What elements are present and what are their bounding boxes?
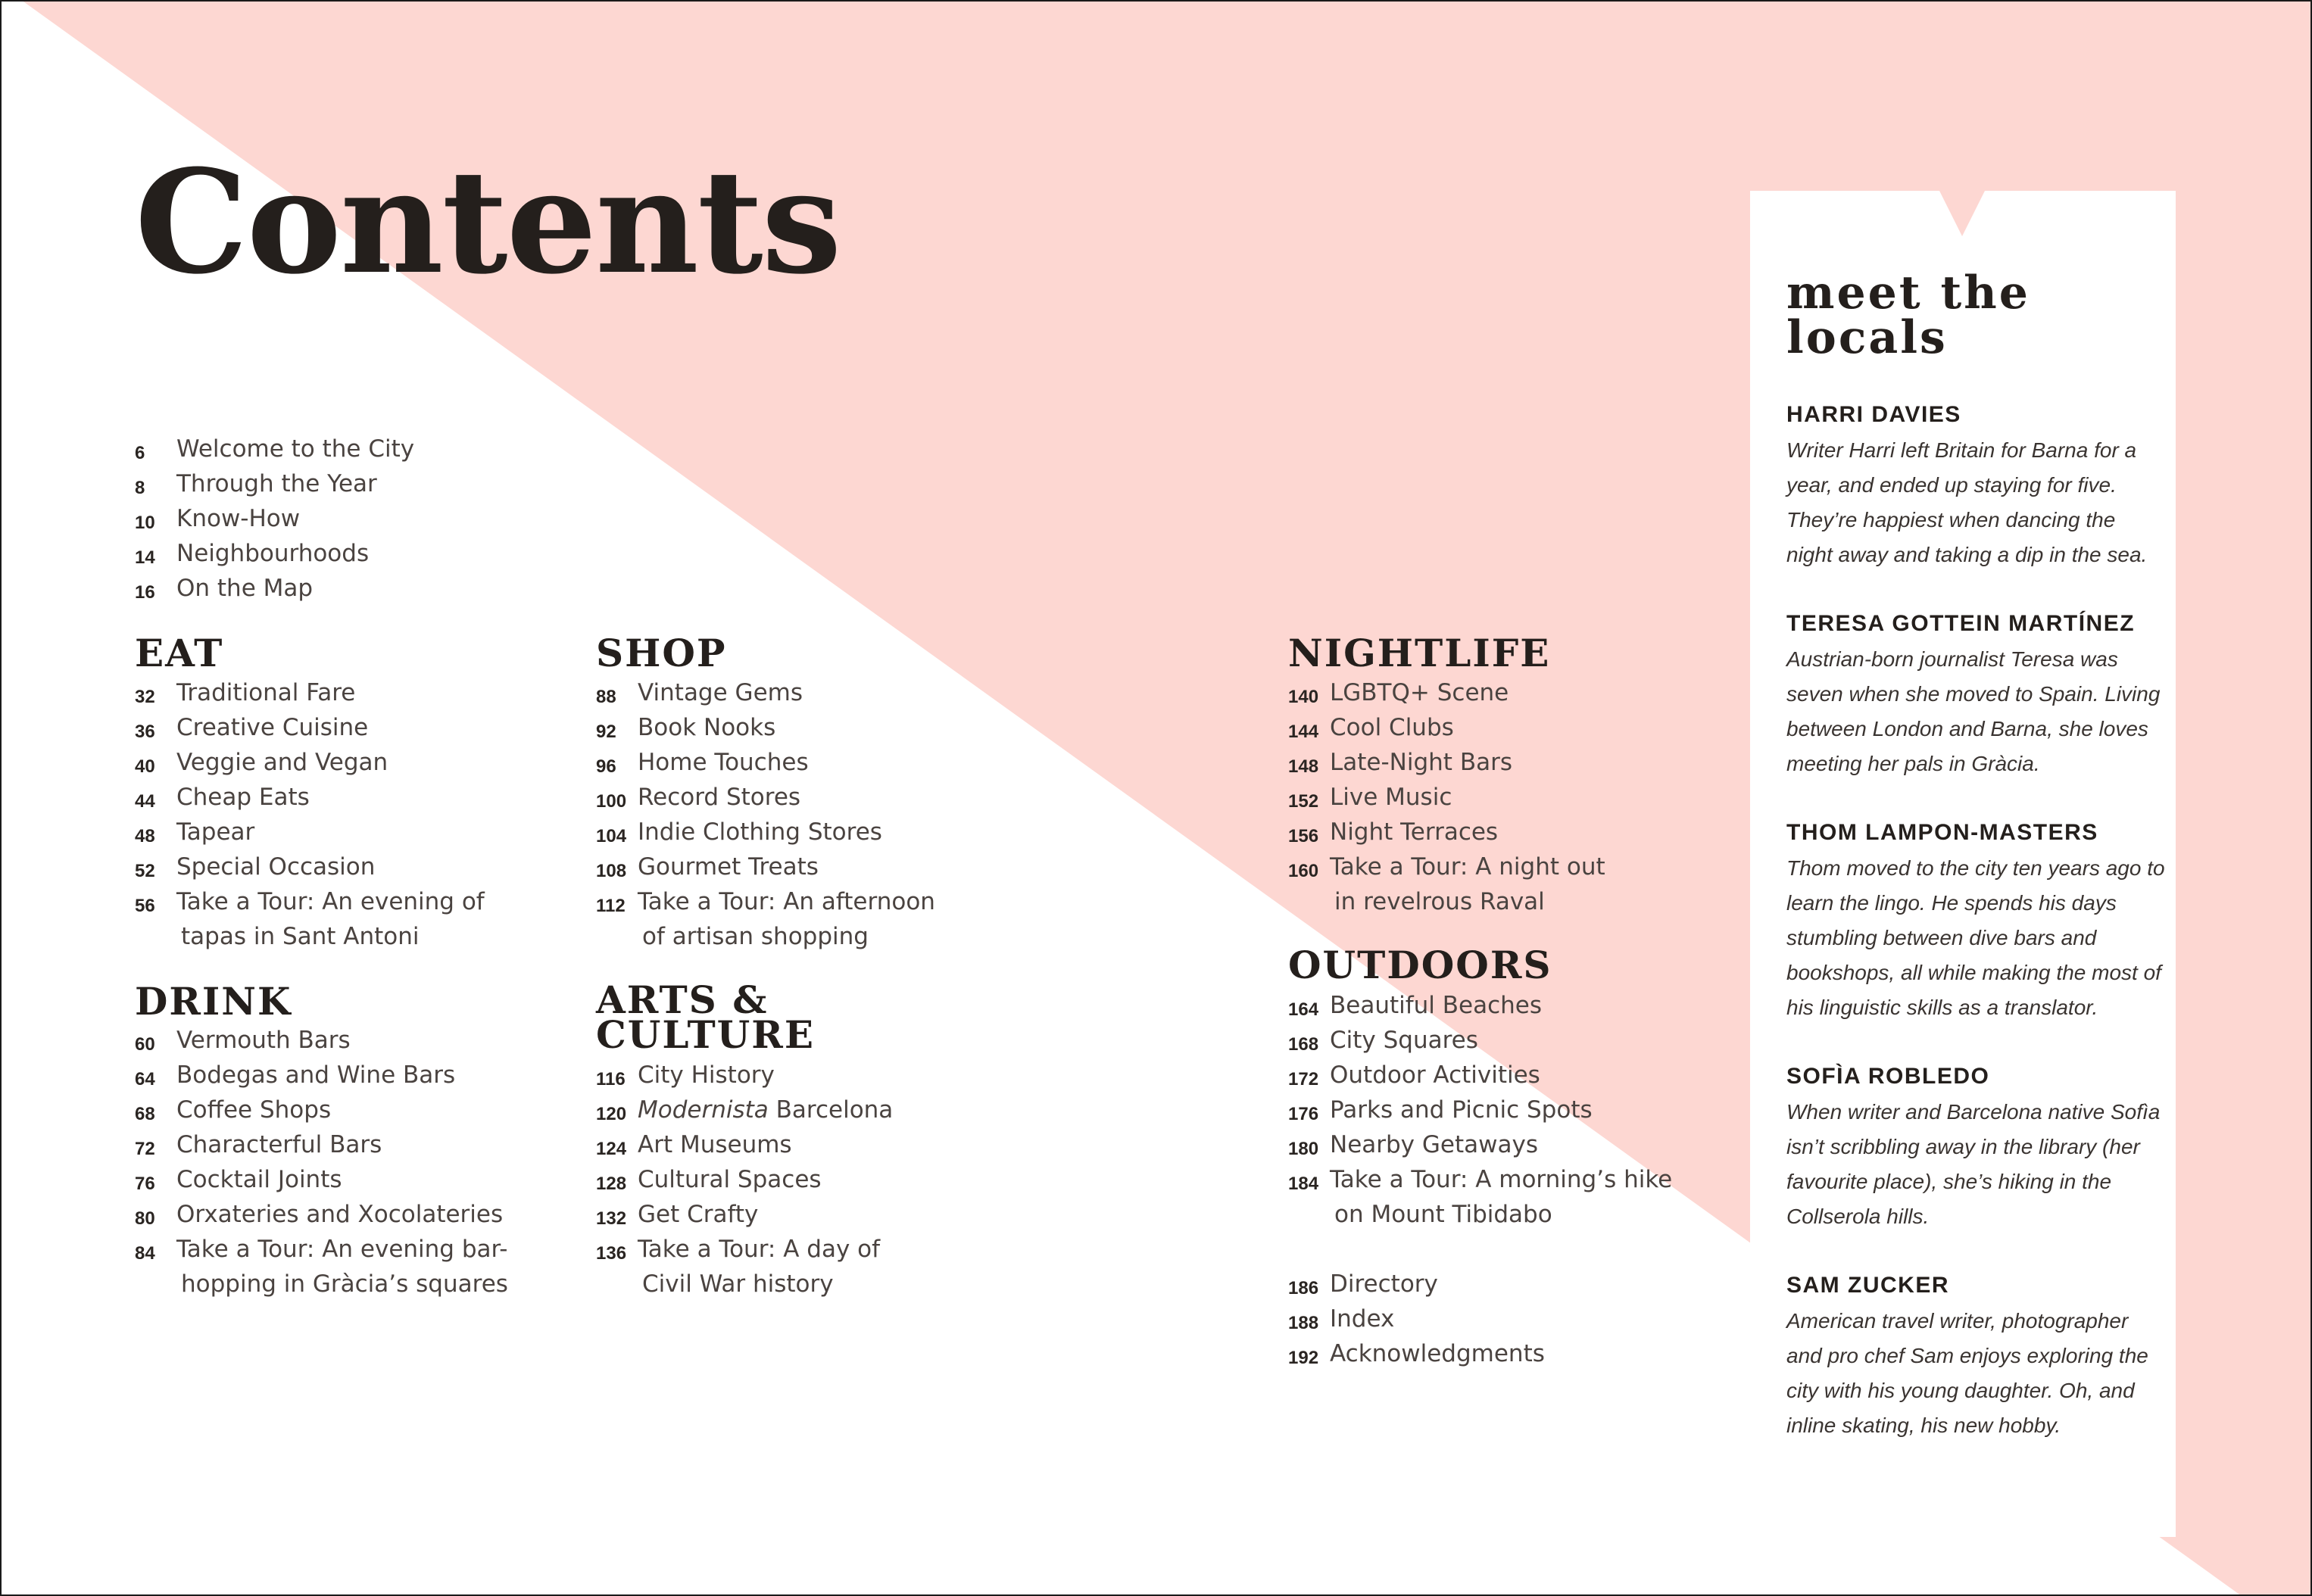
entry-label: Take a Tour: An evening of (176, 888, 485, 915)
toc-entry[interactable] (596, 1061, 1066, 1096)
entry-label: City History (638, 1061, 775, 1089)
page-number: 84 (135, 1243, 155, 1264)
entry-label (638, 1096, 893, 1124)
local-name: THOM LAMPON-MASTERS (1786, 820, 2098, 845)
entry-label: Outdoor Activities (1330, 1061, 1540, 1089)
entry-label: Through the Year (176, 470, 377, 497)
local-bio: American travel writer, photographer and pro chef Sam enjoys exploring the city with his young daughter. Oh, and inline skating, his new hobby. (1786, 1309, 2148, 1437)
page-number: 186 (1288, 1278, 1319, 1298)
toc-entry[interactable] (596, 1096, 1066, 1131)
entry-label: Gourmet Treats (638, 853, 819, 881)
toc-entry[interactable] (135, 749, 604, 784)
entry-label: Record Stores (638, 784, 801, 811)
entry-label: Home Touches (638, 749, 809, 776)
toc-entry[interactable] (135, 505, 604, 540)
page-number: 160 (1288, 861, 1319, 881)
page-number: 104 (596, 826, 627, 846)
entry-label: Vermouth Bars (176, 1027, 351, 1054)
page-number: 172 (1288, 1069, 1319, 1089)
section-heading-drink: DRINK (135, 979, 292, 1024)
entry-label: Take a Tour: An afternoon (638, 888, 935, 915)
toc-entry[interactable] (135, 1061, 604, 1096)
toc-entry[interactable] (135, 575, 604, 609)
toc-entry[interactable] (596, 714, 1066, 749)
entry-label: Take a Tour: A morning’s hike (1330, 1166, 1673, 1193)
heading-line: locals (1786, 310, 1948, 364)
entry-label: Parks and Picnic Spots (1330, 1096, 1593, 1124)
page-number: 8 (135, 478, 145, 498)
toc-entry[interactable] (135, 1131, 604, 1166)
entry-label: Take a Tour: A day of (638, 1236, 881, 1263)
toc-entry[interactable] (596, 1201, 1066, 1236)
toc-entry[interactable] (596, 853, 1066, 888)
page-number: 176 (1288, 1104, 1319, 1124)
entry-label: Index (1330, 1305, 1395, 1333)
page-number: 188 (1288, 1313, 1319, 1333)
toc-entry[interactable] (1288, 1166, 1758, 1236)
section-heading-eat: EAT (135, 631, 224, 675)
page-number: 140 (1288, 687, 1319, 707)
page-number: 184 (1288, 1174, 1319, 1194)
page-number: 56 (135, 896, 155, 916)
entry-label-continued: of artisan shopping (642, 923, 869, 950)
local-name: SOFÌA ROBLEDO (1786, 1064, 1990, 1089)
toc-entry[interactable] (135, 818, 604, 853)
local-name: TERESA GOTTEIN MARTÍNEZ (1786, 611, 2136, 636)
local-bio: Austrian-born journalist Teresa was seven when she moved to Spain. Living between London and Barna, she loves meeting her pals in Gràcia. (1786, 647, 2161, 775)
entry-label-rest: Barcelona (768, 1096, 894, 1124)
toc-entry[interactable] (135, 714, 604, 749)
page-number: 120 (596, 1104, 627, 1124)
entry-label: Characterful Bars (176, 1131, 382, 1158)
page-number: 10 (135, 513, 155, 533)
toc-entry[interactable] (1288, 853, 1758, 923)
local-profile (1786, 819, 2165, 1025)
heading-line: ARTS & (596, 977, 769, 1022)
toc-entry[interactable] (135, 435, 604, 470)
local-profile (1786, 610, 2165, 781)
page-number: 14 (135, 547, 155, 568)
page-number: 112 (596, 896, 626, 916)
entry-label: Nearby Getaways (1330, 1131, 1538, 1158)
toc-entry[interactable] (135, 1236, 604, 1305)
page-number: 132 (596, 1208, 627, 1229)
heading-line: CULTURE (596, 1012, 815, 1057)
toc-entry[interactable] (1288, 784, 1758, 818)
page-number: 116 (596, 1069, 626, 1089)
entry-label: Special Occasion (176, 853, 376, 881)
entry-label: Late-Night Bars (1330, 749, 1512, 776)
page-number: 16 (135, 582, 155, 603)
page-title: Contents (135, 139, 841, 306)
entry-label: Bodegas and Wine Bars (176, 1061, 456, 1089)
toc-entry[interactable] (596, 1131, 1066, 1166)
page-number: 80 (135, 1208, 155, 1229)
entry-label: Know-How (176, 505, 301, 532)
entry-label: On the Map (176, 575, 314, 602)
page-number: 32 (135, 687, 155, 707)
panel-notch-marker (1939, 191, 1985, 238)
toc-entry[interactable] (135, 1201, 604, 1236)
page-number: 96 (596, 756, 616, 777)
page-number: 76 (135, 1174, 155, 1194)
toc-entry[interactable] (135, 853, 604, 888)
toc-entry[interactable] (1288, 1096, 1758, 1131)
toc-entry[interactable] (596, 818, 1066, 853)
entry-label-continued: hopping in Gràcia’s squares (181, 1270, 508, 1298)
local-bio: When writer and Barcelona native Sofìa isn’t scribbling away in the library (her favourite place), she’s hiking in the Collserola hills. (1786, 1100, 2161, 1228)
entry-label: Live Music (1330, 784, 1452, 811)
page-number: 192 (1288, 1348, 1319, 1368)
page-number: 48 (135, 826, 155, 846)
toc-entry[interactable] (596, 1166, 1066, 1201)
toc-entry[interactable] (596, 784, 1066, 818)
entry-label: Cool Clubs (1330, 714, 1454, 741)
toc-entry[interactable] (1288, 1131, 1758, 1166)
toc-entry[interactable] (1288, 818, 1758, 853)
page-number: 40 (135, 756, 155, 777)
page-number: 72 (135, 1139, 155, 1159)
page-number: 156 (1288, 826, 1319, 846)
entry-label: Creative Cuisine (176, 714, 369, 741)
toc-entry[interactable] (1288, 749, 1758, 784)
toc-entry[interactable] (135, 784, 604, 818)
entry-label: Take a Tour: A night out (1330, 853, 1605, 881)
heading-line: meet the (1786, 267, 2030, 320)
page-number: 124 (596, 1139, 627, 1159)
entry-label: Art Museums (638, 1131, 792, 1158)
toc-entry[interactable] (135, 540, 604, 575)
entry-label-continued: in revelrous Raval (1334, 888, 1545, 915)
local-name: SAM ZUCKER (1786, 1273, 1949, 1298)
entry-label: Tapear (176, 818, 255, 846)
page-number: 128 (596, 1174, 627, 1194)
toc-entry[interactable] (1288, 1061, 1758, 1096)
entry-label: Indie Clothing Stores (638, 818, 882, 846)
entry-label: Cocktail Joints (176, 1166, 342, 1193)
entry-label: Directory (1330, 1270, 1438, 1298)
page-number: 144 (1288, 722, 1319, 742)
entry-label: Cultural Spaces (638, 1166, 822, 1193)
toc-entry[interactable] (135, 888, 604, 958)
entry-label: LGBTQ+ Scene (1330, 679, 1509, 706)
locals-heading (1786, 267, 2030, 364)
toc-entry[interactable] (135, 1166, 604, 1201)
toc-entry[interactable] (596, 1236, 1066, 1305)
page-number: 136 (596, 1243, 627, 1264)
toc-entry[interactable] (596, 888, 1066, 958)
local-bio: Thom moved to the city ten years ago to learn the lingo. He spends his days stumbling between dive bars and bookshops, all while making the most of his linguistic skills as a translator. (1786, 856, 2165, 1019)
page-number: 164 (1288, 999, 1319, 1020)
entry-label: Veggie and Vegan (176, 749, 388, 776)
entry-label: Cheap Eats (176, 784, 310, 811)
toc-entry[interactable] (1288, 679, 1758, 714)
page-number: 88 (596, 687, 616, 707)
section-heading-shop: SHOP (596, 631, 727, 675)
page-number: 64 (135, 1069, 155, 1089)
local-profile (1786, 401, 2165, 572)
page-number: 180 (1288, 1139, 1319, 1159)
toc-entry[interactable] (1288, 714, 1758, 749)
entry-label: Orxateries and Xocolateries (176, 1201, 504, 1228)
local-name: HARRI DAVIES (1786, 402, 1961, 427)
entry-label-continued: Civil War history (642, 1270, 834, 1298)
entry-label: Get Crafty (638, 1201, 759, 1228)
section-heading-arts-culture (596, 977, 815, 1057)
toc-entry[interactable] (135, 1027, 604, 1061)
toc-entry[interactable] (135, 679, 604, 714)
local-profile (1786, 1063, 2165, 1234)
page-number: 152 (1288, 791, 1319, 812)
section-heading-nightlife: NIGHTLIFE (1288, 631, 1551, 675)
entry-label: Coffee Shops (176, 1096, 332, 1124)
entry-label-continued: tapas in Sant Antoni (181, 923, 420, 950)
toc-entry[interactable] (1288, 1305, 1758, 1340)
entry-label: Book Nooks (638, 714, 776, 741)
toc-entry[interactable] (596, 679, 1066, 714)
page-number: 60 (135, 1034, 155, 1055)
page-number: 100 (596, 791, 627, 812)
page-number: 52 (135, 861, 155, 881)
page-number: 68 (135, 1104, 155, 1124)
section-heading-outdoors: OUTDOORS (1288, 943, 1552, 987)
page-number: 36 (135, 722, 155, 742)
toc-entry[interactable] (1288, 1270, 1758, 1305)
entry-label: Beautiful Beaches (1330, 992, 1543, 1019)
page-number: 6 (135, 443, 145, 463)
page-number: 44 (135, 791, 155, 812)
entry-label: Night Terraces (1330, 818, 1499, 846)
toc-entry[interactable] (1288, 1027, 1758, 1061)
toc-entry[interactable] (1288, 992, 1758, 1027)
page-number: 148 (1288, 756, 1319, 777)
page-number: 168 (1288, 1034, 1319, 1055)
toc-entry[interactable] (1288, 1340, 1758, 1375)
entry-label: City Squares (1330, 1027, 1478, 1054)
page-number: 108 (596, 861, 627, 881)
local-profile (1786, 1272, 2165, 1443)
entry-label: Acknowledgments (1330, 1340, 1545, 1367)
entry-label: Vintage Gems (638, 679, 803, 706)
meet-the-locals-panel (1750, 191, 2176, 1537)
entry-label: Traditional Fare (176, 679, 356, 706)
page-number: 92 (596, 722, 616, 742)
entry-label: Welcome to the City (176, 435, 415, 463)
toc-entry[interactable] (596, 749, 1066, 784)
entry-label: Neighbourhoods (176, 540, 370, 567)
local-bio: Writer Harri left Britain for Barna for a year, and ended up staying for five. They’re happiest when dancing the night away and taking a dip in the sea. (1786, 438, 2148, 566)
toc-entry[interactable] (135, 470, 604, 505)
toc-entry[interactable] (135, 1096, 604, 1131)
entry-label-italic: Modernista (638, 1096, 769, 1124)
entry-label: Take a Tour: An evening bar- (176, 1236, 508, 1263)
entry-label-continued: on Mount Tibidabo (1334, 1201, 1552, 1228)
